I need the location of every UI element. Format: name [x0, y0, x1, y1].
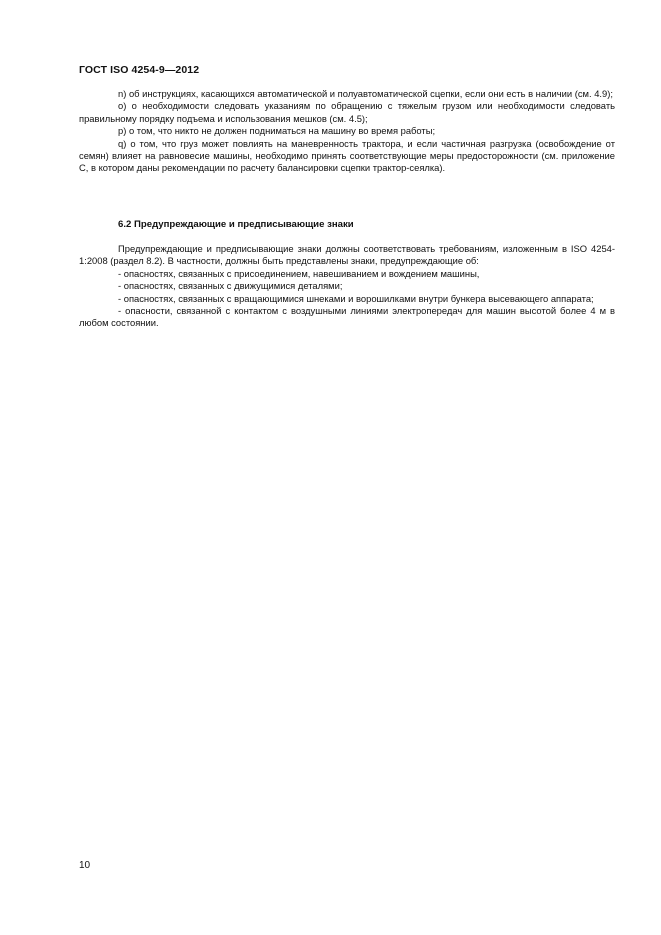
- section-intro-paragraph: Предупреждающие и предписывающие знаки должны соответствовать требованиям, изложенным в ISO 4254-1:2008 (раздел 8.2). В частности, должны быть представлены знаки, предупреждающие об:: [79, 243, 615, 267]
- section-heading: 6.2 Предупреждающие и предписывающие знаки: [118, 219, 354, 230]
- list-item: o) о необходимости следовать указаниям по обращению с тяжелым грузом или необходимости следовать правильному порядку подъема и использования мешков (см. 4.5);: [79, 100, 615, 124]
- list-item: - опасностях, связанных с присоединением, навешиванием и вождением машины,: [118, 267, 480, 279]
- section-body: [79, 243, 615, 330]
- list-item: - опасности, связанной с контактом с воздушными линиями электропередач для машин высотой более 4 м в любом состоянии.: [79, 305, 615, 329]
- list-item: n) об инструкциях, касающихся автоматической и полуавтоматической сцепки, если они есть в наличии (см. 4.9);: [118, 88, 613, 99]
- page-number: 10: [79, 860, 91, 871]
- list-item: p) о том, что никто не должен подниматься на машину во время работы;: [118, 125, 436, 137]
- list-item: - опасностях, связанных с вращающимися шнеками и ворошилками внутри бункера высевающего аппарата;: [118, 292, 594, 304]
- document-code-header: ГОСТ ISO 4254-9—2012: [79, 64, 200, 76]
- requirements-list: [79, 88, 615, 175]
- list-item: q) о том, что груз может повлиять на маневренность трактора, и если частичная разгрузка (освобождение от семян) влияет на равновесие машины, необходимо принять соответствующие меры предосторожности (см. приложение С, в котором даны рекомендации по расчету балансировки сцепки трактор-сеялка).: [79, 137, 615, 174]
- list-item: - опасностях, связанных с движущимися деталями;: [118, 280, 343, 292]
